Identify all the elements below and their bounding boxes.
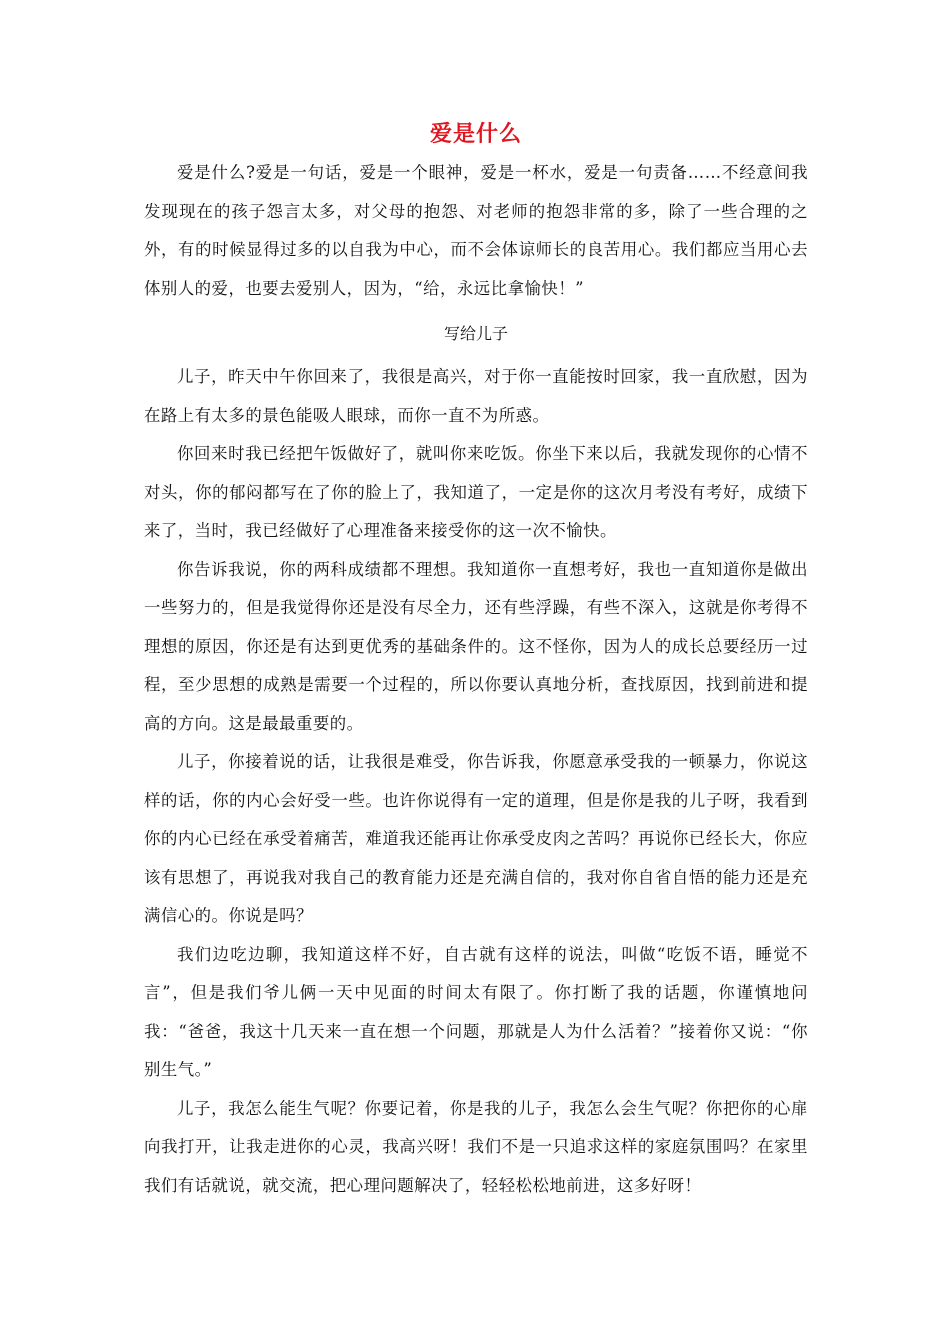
section-subtitle: 写给儿子 bbox=[443, 324, 508, 343]
body-paragraph-2: 你回来时我已经把午饭做好了，就叫你来吃饭。你坐下来以后，我就发现你的心情不对头，你的郁闷都写在了你的脸上了，我知道了，一定是你的这次月考没有考好，成绩下来了，当时，我已经做好了心理准备来接受你的这一次不愉快。 bbox=[144, 444, 808, 540]
body-paragraph-1: 儿子，昨天中午你回来了，我很是高兴，对于你一直能按时回家，我一直欣慰，因为在路上有太多的景色能吸人眼球，而你一直不为所惑。 bbox=[144, 367, 808, 425]
body-paragraph-4: 儿子，你接着说的话，让我很是难受，你告诉我，你愿意承受我的一顿暴力，你说这样的话，你的内心会好受一些。也许你说得有一定的道理，但是你是我的儿子呀，我看到你的内心已经在承受着痛苦，难道我还能再让你承受皮肉之苦吗？再说你已经长大，你应该有思想了，再说我对我自己的教育能力还是充满自信的，我对你自省自悟的能力还是充满信心的。你说是吗？ bbox=[144, 752, 808, 925]
document-page bbox=[144, 118, 808, 1205]
intro-paragraph: 爱是什么?爱是一句话，爱是一个眼神，爱是一杯水，爱是一句责备……不经意间我发现现在的孩子怨言太多，对父母的抱怨、对老师的抱怨非常的多，除了一些合理的之外，有的时候显得过多的以自我为中心，而不会体谅师长的良苦用心。我们都应当用心去体别人的爱，也要去爱别人，因为，“给，永远比拿愉快！” bbox=[144, 163, 808, 298]
body-paragraph-5: 我们边吃边聊，我知道这样不好，自古就有这样的说法，叫做“吃饭不语，睡觉不言”，但是我们爷儿俩一天中见面的时间太有限了。你打断了我的话题，你谨慎地问我：“爸爸，我这十几天来一直在想一个问题，那就是人为什么活着？”接着你又说：“你别生气。” bbox=[144, 944, 808, 1079]
body-paragraph-6: 儿子，我怎么能生气呢？你要记着，你是我的儿子，我怎么会生气呢？你把你的心扉向我打开，让我走进你的心灵，我高兴呀！我们不是一只追求这样的家庭氛围吗？在家里我们有话就说，就交流，把心理问题解决了，轻轻松松地前进，这多好呀！ bbox=[144, 1098, 808, 1195]
body-paragraph-3: 你告诉我说，你的两科成绩都不理想。我知道你一直想考好，我也一直知道你是做出一些努力的，但是我觉得你还是没有尽全力，还有些浮躁，有些不深入，这就是你考得不理想的原因，你还是有达到更优秀的基础条件的。这不怪你，因为人的成长总要经历一过程，至少思想的成熟是需要一个过程的，所以你要认真地分析，查找原因，找到前进和提高的方向。这是最最重要的。 bbox=[144, 559, 808, 733]
document-title: 爱是什么 bbox=[429, 121, 522, 147]
